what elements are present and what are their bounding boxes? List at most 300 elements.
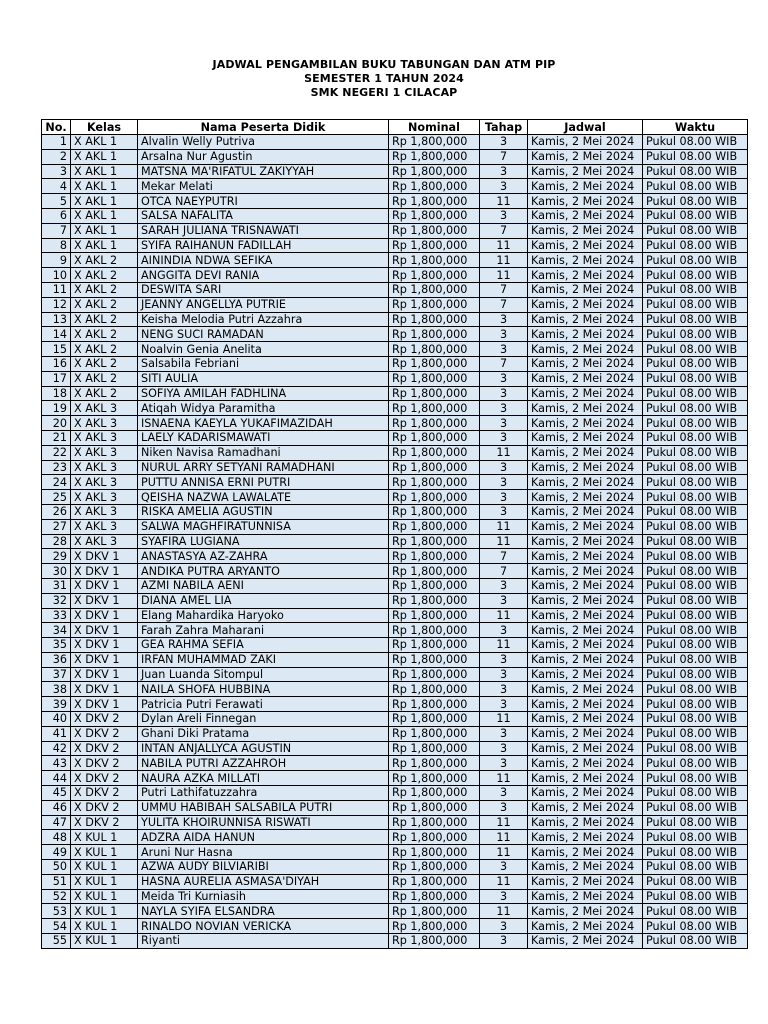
cell-nominal: Rp 1,800,000 <box>389 475 480 490</box>
cell-nominal: Rp 1,800,000 <box>389 652 480 667</box>
document-school: SMK NEGERI 1 CILACAP <box>310 86 458 99</box>
cell-tahap: 11 <box>480 194 528 209</box>
cell-jadwal: Kamis, 2 Mei 2024 <box>528 223 643 238</box>
cell-nama: NAYLA SYIFA ELSANDRA <box>138 904 389 919</box>
cell-nama: Farah Zahra Maharani <box>138 623 389 638</box>
cell-no: 3 <box>42 164 71 179</box>
cell-jadwal: Kamis, 2 Mei 2024 <box>528 356 643 371</box>
document-title: JADWAL PENGAMBILAN BUKU TABUNGAN DAN ATM PIP <box>212 58 556 71</box>
cell-tahap: 3 <box>480 919 528 934</box>
table-row <box>42 164 748 179</box>
cell-tahap: 3 <box>480 593 528 608</box>
cell-tahap: 3 <box>480 623 528 638</box>
cell-kelas: X DKV 1 <box>71 578 138 593</box>
cell-nama: DIANA AMEL LIA <box>138 593 389 608</box>
cell-nama: SALSA NAFALITA <box>138 208 389 223</box>
table-row <box>42 135 748 150</box>
cell-nama: Juan Luanda Sitompul <box>138 667 389 682</box>
cell-tahap: 3 <box>480 342 528 357</box>
cell-no: 40 <box>42 712 71 727</box>
cell-nama: Aruni Nur Hasna <box>138 845 389 860</box>
cell-waktu: Pukul 08.00 WIB <box>643 386 748 401</box>
cell-jadwal: Kamis, 2 Mei 2024 <box>528 445 643 460</box>
cell-waktu: Pukul 08.00 WIB <box>643 904 748 919</box>
table-row <box>42 534 748 549</box>
cell-nominal: Rp 1,800,000 <box>389 268 480 283</box>
cell-tahap: 3 <box>480 312 528 327</box>
cell-no: 36 <box>42 652 71 667</box>
cell-tahap: 3 <box>480 460 528 475</box>
cell-nominal: Rp 1,800,000 <box>389 919 480 934</box>
table-row <box>42 460 748 475</box>
cell-jadwal: Kamis, 2 Mei 2024 <box>528 726 643 741</box>
cell-nominal: Rp 1,800,000 <box>389 342 480 357</box>
cell-waktu: Pukul 08.00 WIB <box>643 135 748 150</box>
cell-tahap: 3 <box>480 786 528 801</box>
cell-kelas: X KUL 1 <box>71 845 138 860</box>
cell-jadwal: Kamis, 2 Mei 2024 <box>528 401 643 416</box>
cell-kelas: X KUL 1 <box>71 874 138 889</box>
cell-jadwal: Kamis, 2 Mei 2024 <box>528 312 643 327</box>
cell-tahap: 7 <box>480 223 528 238</box>
cell-no: 31 <box>42 578 71 593</box>
table-row <box>42 519 748 534</box>
cell-nominal: Rp 1,800,000 <box>389 578 480 593</box>
table-row <box>42 490 748 505</box>
table-row <box>42 904 748 919</box>
cell-nama: AZWA AUDY BILVIARIBI <box>138 860 389 875</box>
table-row <box>42 667 748 682</box>
cell-waktu: Pukul 08.00 WIB <box>643 652 748 667</box>
cell-tahap: 7 <box>480 282 528 297</box>
table-row <box>42 253 748 268</box>
cell-no: 2 <box>42 149 71 164</box>
column-header-nama: Nama Peserta Didik <box>138 120 389 135</box>
cell-kelas: X KUL 1 <box>71 904 138 919</box>
cell-waktu: Pukul 08.00 WIB <box>643 223 748 238</box>
cell-no: 38 <box>42 682 71 697</box>
cell-nama: INTAN ANJALLYCA AGUSTIN <box>138 741 389 756</box>
cell-nama: NAURA AZKA MILLATI <box>138 771 389 786</box>
cell-waktu: Pukul 08.00 WIB <box>643 682 748 697</box>
cell-nama: SYAFIRA LUGIANA <box>138 534 389 549</box>
cell-nominal: Rp 1,800,000 <box>389 401 480 416</box>
cell-no: 4 <box>42 179 71 194</box>
table-row <box>42 208 748 223</box>
cell-nama: IRFAN MUHAMMAD ZAKI <box>138 652 389 667</box>
cell-kelas: X DKV 1 <box>71 608 138 623</box>
cell-kelas: X DKV 1 <box>71 667 138 682</box>
cell-jadwal: Kamis, 2 Mei 2024 <box>528 208 643 223</box>
cell-kelas: X DKV 1 <box>71 593 138 608</box>
cell-no: 5 <box>42 194 71 209</box>
cell-waktu: Pukul 08.00 WIB <box>643 445 748 460</box>
cell-nama: SARAH JULIANA TRISNAWATI <box>138 223 389 238</box>
cell-waktu: Pukul 08.00 WIB <box>643 194 748 209</box>
cell-tahap: 3 <box>480 164 528 179</box>
table-row <box>42 771 748 786</box>
cell-kelas: X DKV 1 <box>71 638 138 653</box>
cell-tahap: 7 <box>480 356 528 371</box>
cell-nama: Atiqah Widya Paramitha <box>138 401 389 416</box>
table-row <box>42 623 748 638</box>
cell-jadwal: Kamis, 2 Mei 2024 <box>528 712 643 727</box>
cell-nama: ADZRA AIDA HANUN <box>138 830 389 845</box>
cell-nominal: Rp 1,800,000 <box>389 771 480 786</box>
table-row <box>42 830 748 845</box>
cell-waktu: Pukul 08.00 WIB <box>643 179 748 194</box>
cell-kelas: X AKL 1 <box>71 135 138 150</box>
cell-no: 8 <box>42 238 71 253</box>
cell-tahap: 3 <box>480 504 528 519</box>
cell-no: 28 <box>42 534 71 549</box>
cell-kelas: X AKL 2 <box>71 386 138 401</box>
cell-kelas: X AKL 2 <box>71 371 138 386</box>
cell-kelas: X KUL 1 <box>71 830 138 845</box>
cell-waktu: Pukul 08.00 WIB <box>643 327 748 342</box>
cell-nominal: Rp 1,800,000 <box>389 712 480 727</box>
table-row <box>42 238 748 253</box>
cell-tahap: 3 <box>480 652 528 667</box>
cell-nama: Noalvin Genia Anelita <box>138 342 389 357</box>
cell-nominal: Rp 1,800,000 <box>389 638 480 653</box>
cell-waktu: Pukul 08.00 WIB <box>643 623 748 638</box>
cell-nama: PUTTU ANNISA ERNI PUTRI <box>138 475 389 490</box>
cell-no: 34 <box>42 623 71 638</box>
cell-no: 51 <box>42 874 71 889</box>
cell-waktu: Pukul 08.00 WIB <box>643 297 748 312</box>
cell-kelas: X AKL 3 <box>71 490 138 505</box>
cell-kelas: X DKV 2 <box>71 726 138 741</box>
cell-tahap: 11 <box>480 534 528 549</box>
cell-nominal: Rp 1,800,000 <box>389 786 480 801</box>
cell-tahap: 11 <box>480 268 528 283</box>
cell-waktu: Pukul 08.00 WIB <box>643 534 748 549</box>
cell-jadwal: Kamis, 2 Mei 2024 <box>528 135 643 150</box>
cell-kelas: X AKL 2 <box>71 253 138 268</box>
cell-kelas: X AKL 3 <box>71 430 138 445</box>
cell-nominal: Rp 1,800,000 <box>389 149 480 164</box>
cell-nominal: Rp 1,800,000 <box>389 534 480 549</box>
cell-jadwal: Kamis, 2 Mei 2024 <box>528 564 643 579</box>
cell-nama: JEANNY ANGELLYA PUTRIE <box>138 297 389 312</box>
cell-nominal: Rp 1,800,000 <box>389 416 480 431</box>
cell-waktu: Pukul 08.00 WIB <box>643 845 748 860</box>
cell-waktu: Pukul 08.00 WIB <box>643 268 748 283</box>
cell-nama: Riyanti <box>138 934 389 949</box>
cell-kelas: X AKL 1 <box>71 208 138 223</box>
cell-no: 14 <box>42 327 71 342</box>
cell-tahap: 3 <box>480 179 528 194</box>
cell-kelas: X AKL 1 <box>71 238 138 253</box>
cell-nominal: Rp 1,800,000 <box>389 519 480 534</box>
cell-no: 13 <box>42 312 71 327</box>
cell-jadwal: Kamis, 2 Mei 2024 <box>528 327 643 342</box>
cell-kelas: X AKL 3 <box>71 519 138 534</box>
cell-waktu: Pukul 08.00 WIB <box>643 475 748 490</box>
cell-jadwal: Kamis, 2 Mei 2024 <box>528 194 643 209</box>
cell-no: 47 <box>42 815 71 830</box>
cell-nominal: Rp 1,800,000 <box>389 564 480 579</box>
table-row <box>42 549 748 564</box>
table-row <box>42 342 748 357</box>
cell-nominal: Rp 1,800,000 <box>389 697 480 712</box>
cell-tahap: 3 <box>480 860 528 875</box>
cell-tahap: 3 <box>480 416 528 431</box>
table-row <box>42 578 748 593</box>
cell-jadwal: Kamis, 2 Mei 2024 <box>528 697 643 712</box>
cell-nama: DESWITA SARI <box>138 282 389 297</box>
cell-waktu: Pukul 08.00 WIB <box>643 800 748 815</box>
table-row <box>42 223 748 238</box>
cell-waktu: Pukul 08.00 WIB <box>643 667 748 682</box>
cell-kelas: X KUL 1 <box>71 860 138 875</box>
cell-waktu: Pukul 08.00 WIB <box>643 860 748 875</box>
cell-jadwal: Kamis, 2 Mei 2024 <box>528 904 643 919</box>
header-row <box>42 120 748 135</box>
cell-nama: SOFIYA AMILAH FADHLINA <box>138 386 389 401</box>
table-row <box>42 356 748 371</box>
cell-no: 11 <box>42 282 71 297</box>
cell-waktu: Pukul 08.00 WIB <box>643 889 748 904</box>
cell-jadwal: Kamis, 2 Mei 2024 <box>528 416 643 431</box>
column-header-no: No. <box>42 120 71 135</box>
cell-kelas: X DKV 2 <box>71 771 138 786</box>
cell-tahap: 3 <box>480 386 528 401</box>
cell-nama: YULITA KHOIRUNNISA RISWATI <box>138 815 389 830</box>
cell-nama: MATSNA MA'RIFATUL ZAKIYYAH <box>138 164 389 179</box>
cell-jadwal: Kamis, 2 Mei 2024 <box>528 297 643 312</box>
cell-nama: Ghani Diki Pratama <box>138 726 389 741</box>
cell-waktu: Pukul 08.00 WIB <box>643 564 748 579</box>
cell-nominal: Rp 1,800,000 <box>389 356 480 371</box>
table-row <box>42 593 748 608</box>
cell-nama: QEISHA NAZWA LAWALATE <box>138 490 389 505</box>
cell-nama: SALWA MAGHFIRATUNNISA <box>138 519 389 534</box>
cell-kelas: X AKL 3 <box>71 445 138 460</box>
cell-jadwal: Kamis, 2 Mei 2024 <box>528 874 643 889</box>
cell-waktu: Pukul 08.00 WIB <box>643 356 748 371</box>
cell-jadwal: Kamis, 2 Mei 2024 <box>528 268 643 283</box>
cell-no: 16 <box>42 356 71 371</box>
cell-tahap: 3 <box>480 741 528 756</box>
cell-jadwal: Kamis, 2 Mei 2024 <box>528 342 643 357</box>
table-row <box>42 756 748 771</box>
cell-no: 18 <box>42 386 71 401</box>
cell-waktu: Pukul 08.00 WIB <box>643 934 748 949</box>
cell-no: 39 <box>42 697 71 712</box>
cell-nama: Mekar Melati <box>138 179 389 194</box>
cell-nominal: Rp 1,800,000 <box>389 830 480 845</box>
cell-no: 19 <box>42 401 71 416</box>
cell-no: 6 <box>42 208 71 223</box>
cell-nominal: Rp 1,800,000 <box>389 208 480 223</box>
cell-nama: Niken Navisa Ramadhani <box>138 445 389 460</box>
cell-no: 17 <box>42 371 71 386</box>
cell-jadwal: Kamis, 2 Mei 2024 <box>528 490 643 505</box>
cell-nama: RINALDO NOVIAN VERICKA <box>138 919 389 934</box>
cell-nama: AININDIA NDWA SEFIKA <box>138 253 389 268</box>
cell-jadwal: Kamis, 2 Mei 2024 <box>528 934 643 949</box>
table-row <box>42 697 748 712</box>
cell-kelas: X DKV 2 <box>71 815 138 830</box>
cell-kelas: X AKL 3 <box>71 504 138 519</box>
cell-nominal: Rp 1,800,000 <box>389 238 480 253</box>
cell-jadwal: Kamis, 2 Mei 2024 <box>528 179 643 194</box>
cell-waktu: Pukul 08.00 WIB <box>643 490 748 505</box>
cell-waktu: Pukul 08.00 WIB <box>643 371 748 386</box>
table-row <box>42 712 748 727</box>
cell-jadwal: Kamis, 2 Mei 2024 <box>528 238 643 253</box>
cell-tahap: 11 <box>480 830 528 845</box>
cell-tahap: 3 <box>480 682 528 697</box>
cell-waktu: Pukul 08.00 WIB <box>643 815 748 830</box>
cell-nama: ANDIKA PUTRA ARYANTO <box>138 564 389 579</box>
table-row <box>42 401 748 416</box>
cell-kelas: X AKL 1 <box>71 179 138 194</box>
document-title-block <box>0 58 768 100</box>
cell-nominal: Rp 1,800,000 <box>389 934 480 949</box>
cell-waktu: Pukul 08.00 WIB <box>643 460 748 475</box>
cell-no: 33 <box>42 608 71 623</box>
cell-nominal: Rp 1,800,000 <box>389 800 480 815</box>
cell-nominal: Rp 1,800,000 <box>389 430 480 445</box>
cell-jadwal: Kamis, 2 Mei 2024 <box>528 371 643 386</box>
cell-nama: GEA RAHMA SEFIA <box>138 638 389 653</box>
cell-nama: Putri Lathifatuzzahra <box>138 786 389 801</box>
column-header-tahap: Tahap <box>480 120 528 135</box>
column-header-kelas: Kelas <box>71 120 138 135</box>
cell-jadwal: Kamis, 2 Mei 2024 <box>528 460 643 475</box>
cell-tahap: 3 <box>480 208 528 223</box>
cell-tahap: 7 <box>480 297 528 312</box>
cell-no: 45 <box>42 786 71 801</box>
document-semester: SEMESTER 1 TAHUN 2024 <box>304 72 464 85</box>
cell-tahap: 11 <box>480 904 528 919</box>
cell-nominal: Rp 1,800,000 <box>389 223 480 238</box>
cell-tahap: 11 <box>480 638 528 653</box>
cell-tahap: 3 <box>480 697 528 712</box>
table-row <box>42 475 748 490</box>
cell-jadwal: Kamis, 2 Mei 2024 <box>528 667 643 682</box>
cell-tahap: 7 <box>480 149 528 164</box>
cell-nominal: Rp 1,800,000 <box>389 253 480 268</box>
cell-jadwal: Kamis, 2 Mei 2024 <box>528 845 643 860</box>
cell-jadwal: Kamis, 2 Mei 2024 <box>528 282 643 297</box>
cell-jadwal: Kamis, 2 Mei 2024 <box>528 919 643 934</box>
cell-no: 49 <box>42 845 71 860</box>
table-row <box>42 608 748 623</box>
cell-kelas: X AKL 2 <box>71 312 138 327</box>
column-header-nominal: Nominal <box>389 120 480 135</box>
cell-waktu: Pukul 08.00 WIB <box>643 593 748 608</box>
cell-waktu: Pukul 08.00 WIB <box>643 342 748 357</box>
table-row <box>42 268 748 283</box>
cell-nominal: Rp 1,800,000 <box>389 297 480 312</box>
cell-no: 41 <box>42 726 71 741</box>
table-row <box>42 386 748 401</box>
cell-tahap: 11 <box>480 845 528 860</box>
cell-kelas: X AKL 3 <box>71 460 138 475</box>
cell-tahap: 3 <box>480 135 528 150</box>
cell-jadwal: Kamis, 2 Mei 2024 <box>528 786 643 801</box>
table-row <box>42 445 748 460</box>
cell-waktu: Pukul 08.00 WIB <box>643 578 748 593</box>
cell-nominal: Rp 1,800,000 <box>389 904 480 919</box>
cell-jadwal: Kamis, 2 Mei 2024 <box>528 830 643 845</box>
table-row <box>42 815 748 830</box>
cell-jadwal: Kamis, 2 Mei 2024 <box>528 652 643 667</box>
cell-no: 37 <box>42 667 71 682</box>
cell-nominal: Rp 1,800,000 <box>389 682 480 697</box>
table-row <box>42 179 748 194</box>
cell-nominal: Rp 1,800,000 <box>389 608 480 623</box>
cell-kelas: X DKV 2 <box>71 741 138 756</box>
cell-nominal: Rp 1,800,000 <box>389 756 480 771</box>
cell-kelas: X DKV 1 <box>71 682 138 697</box>
cell-tahap: 7 <box>480 564 528 579</box>
cell-tahap: 3 <box>480 401 528 416</box>
table-row <box>42 874 748 889</box>
cell-no: 35 <box>42 638 71 653</box>
table-row <box>42 149 748 164</box>
cell-kelas: X DKV 1 <box>71 697 138 712</box>
cell-nominal: Rp 1,800,000 <box>389 327 480 342</box>
table-row <box>42 889 748 904</box>
cell-tahap: 11 <box>480 874 528 889</box>
cell-jadwal: Kamis, 2 Mei 2024 <box>528 756 643 771</box>
column-header-jadwal: Jadwal <box>528 120 643 135</box>
cell-nominal: Rp 1,800,000 <box>389 860 480 875</box>
cell-no: 50 <box>42 860 71 875</box>
cell-waktu: Pukul 08.00 WIB <box>643 771 748 786</box>
cell-nama: UMMU HABIBAH SALSABILA PUTRI <box>138 800 389 815</box>
table-row <box>42 194 748 209</box>
cell-waktu: Pukul 08.00 WIB <box>643 253 748 268</box>
cell-waktu: Pukul 08.00 WIB <box>643 786 748 801</box>
cell-nama: Elang Mahardika Haryoko <box>138 608 389 623</box>
cell-waktu: Pukul 08.00 WIB <box>643 164 748 179</box>
cell-no: 25 <box>42 490 71 505</box>
cell-tahap: 11 <box>480 253 528 268</box>
cell-nominal: Rp 1,800,000 <box>389 312 480 327</box>
cell-no: 9 <box>42 253 71 268</box>
cell-kelas: X AKL 3 <box>71 475 138 490</box>
cell-kelas: X DKV 2 <box>71 800 138 815</box>
cell-kelas: X AKL 3 <box>71 401 138 416</box>
cell-no: 22 <box>42 445 71 460</box>
cell-jadwal: Kamis, 2 Mei 2024 <box>528 638 643 653</box>
cell-waktu: Pukul 08.00 WIB <box>643 149 748 164</box>
cell-nominal: Rp 1,800,000 <box>389 194 480 209</box>
cell-no: 10 <box>42 268 71 283</box>
cell-no: 53 <box>42 904 71 919</box>
cell-no: 46 <box>42 800 71 815</box>
cell-nama: NURUL ARRY SETYANI RAMADHANI <box>138 460 389 475</box>
cell-kelas: X KUL 1 <box>71 889 138 904</box>
table-row <box>42 504 748 519</box>
cell-kelas: X AKL 2 <box>71 356 138 371</box>
cell-no: 20 <box>42 416 71 431</box>
cell-tahap: 3 <box>480 756 528 771</box>
cell-tahap: 3 <box>480 726 528 741</box>
cell-jadwal: Kamis, 2 Mei 2024 <box>528 608 643 623</box>
table-row <box>42 845 748 860</box>
cell-nominal: Rp 1,800,000 <box>389 386 480 401</box>
cell-waktu: Pukul 08.00 WIB <box>643 208 748 223</box>
cell-tahap: 3 <box>480 667 528 682</box>
cell-nominal: Rp 1,800,000 <box>389 135 480 150</box>
